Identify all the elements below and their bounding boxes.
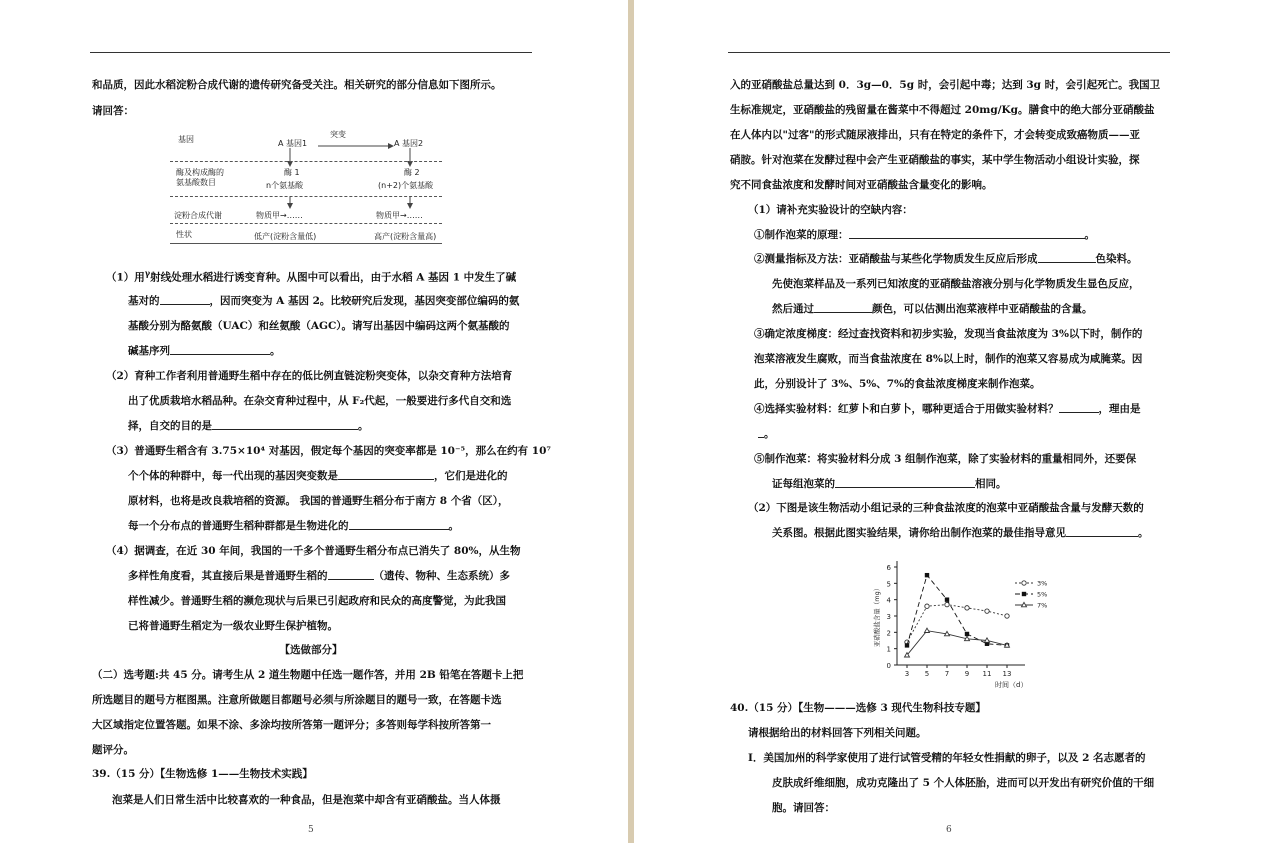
page-number: 6 [946,825,952,835]
nitrite-chart [865,553,1055,693]
row-label-metabolism: 淀粉合成代谢 [174,211,222,220]
data-point-7pct [1022,602,1027,606]
answer-blank[interactable] [328,569,374,580]
y-axis-label: 亚硝酸盐含量（mg） [873,584,881,648]
q2-line1: （2）育种工作者利用普通野生稻中存在的低比例直链淀粉突变体，以杂交育种方法培育 [106,370,513,382]
q3-text: ，它们是进化的 [434,470,508,482]
q1-text: 基对的 [128,295,160,307]
elective-line: （二）选考题:共 45 分。请考生从 2 道生物题中任选一题作答，并用 2B 铅笔在答题卡上把 [92,669,524,681]
q3-text: 个个体的种群中，每一代出现的基因突变数是 [128,470,338,482]
q39-title: 39.（15 分）【生物选修 1——生物技术实践】 [92,768,313,780]
y-tick-label: 5 [886,580,891,589]
x-tick-label: 13 [1002,670,1012,678]
part2-line1: （2）下图是该生物活动小组记录的三种食盐浓度的泡菜中亚硝酸盐含量与发酵天数的 [748,502,1144,514]
divider [170,196,442,197]
y-tick-label: 0 [886,662,891,670]
step2-text: 色染料。 [1095,253,1138,265]
y-tick-label: 3 [886,613,891,621]
step1-text: ①制作泡菜的原理： [754,229,849,241]
q40-intro: 请根据给出的材料回答下列相关问题。 [748,727,927,739]
elective-line: 题评分。 [92,744,134,756]
text-line: 和品质，因此水稻淀粉合成代谢的遗传研究备受关注。相关研究的部分信息如下图所示。 [92,79,502,91]
data-point-3pct [985,609,989,613]
step2-line3 [772,302,1093,316]
data-point-7pct [925,628,930,632]
q4-text: 多样性角度看，其直接后果是普通野生稻的 [128,570,328,582]
down-arrow [286,148,294,168]
elective-line: 大区域指定位置答题。如果不涂、多涂均按所答第一题评分；多答则每学科按所答第一 [92,719,491,731]
legend-label: 3% [1037,579,1048,588]
legend-label: 7% [1037,601,1048,610]
q3-line1: （3）普通野生稻含有 3.75×10⁴ 对基因，假定每个基因的突变率都是 10⁻⁵，那么在约有 10⁷ [106,445,551,457]
x-tick-label: 9 [964,670,970,678]
step4-line2 [758,427,775,441]
section-title: 【选做部分】 [279,644,343,656]
answer-blank[interactable] [1066,526,1138,537]
q2-line2: 出了优质栽培水稻品种。在杂交育种过程中，从 F₂代起，一般要进行多代自交和选 [128,395,512,407]
page-5 [0,0,628,843]
page-number: 5 [308,825,314,835]
step2-text: 颜色，可以估测出泡菜液样中亚硝酸盐的含量。 [872,303,1093,315]
enzyme2-label: 酶 2 [404,168,420,177]
text-line: 硝胺。针对泡菜在发酵过程中会产生亚硝酸盐的事实，某中学生物活动小组设计实验，探 [730,154,1140,166]
q3-text: 。 [448,520,459,532]
trait1: 低产(淀粉含量低) [254,232,317,241]
q1-line4 [128,344,281,358]
gene1-label: A 基因1 [278,139,308,148]
data-point-7pct [985,638,990,642]
q3-line2 [128,469,508,483]
x-tick-label: 7 [944,670,950,678]
q2-line3 [128,419,369,433]
q4-line1: （4）据调查，在近 30 年间，我国的一千多个普通野生稻分布点已消失了 80%，从生物 [106,545,521,557]
y-tick-label: 1 [886,645,891,654]
answer-blank[interactable] [835,477,975,488]
q1-text: 碱基序列 [128,345,170,357]
q1-line2 [128,294,519,308]
part1-title: （1）请补充实验设计的空缺内容： [748,204,913,216]
divider [170,223,442,224]
q4-text: （遗传、物种、生态系统）多 [373,570,510,582]
part2-text: 关系图。根据此图实验结果，请你给出制作泡菜的最佳指导意见 [772,527,1066,539]
step4-line1 [754,402,1141,416]
answer-blank[interactable] [160,294,210,305]
step2-text: 然后通过 [772,303,814,315]
step2-line1 [754,252,1138,266]
x-tick-label: 5 [924,670,930,678]
data-point-7pct [945,631,950,635]
step3-line1: ③确定浓度梯度：经过查找资料和初步实验，发现当食盐浓度为 3%以下时，制作的 [754,328,1143,340]
y-tick-label: 2 [886,629,891,638]
enzyme2-aa: (n+2)个氨基酸 [378,181,434,190]
part2-text: 。 [1138,527,1149,539]
series-line-2 [907,631,1007,656]
mutation-label: 突变 [330,130,346,139]
row-label-enzyme: 酶及构成酶的 [176,168,224,177]
data-point-5pct [1022,592,1026,596]
q2-text: 择，自交的目的是 [128,420,212,432]
data-point-5pct [905,643,909,647]
q1-text: （1）用 [106,271,145,284]
y-tick-label: 4 [886,596,891,605]
step4-text: ④选择实验材料：红萝卜和白萝卜，哪种更适合于用做实验材料？ [754,403,1059,415]
step3-line2: 泡菜溶液发生腐败，而当食盐浓度在 8%以上时，制作的泡菜又容易成为咸腌菜。因 [754,353,1143,365]
series-line-1 [907,575,1007,645]
elective-line: 所选题目的题号方框图黑。注意所做题目都题号必须与所涂题目的题号一致，在答题卡选 [92,694,502,706]
q40-item1-line2: 皮肤成纤维细胞，成功克隆出了 5 个人体胚胎，进而可以开发出有研究价值的干细 [772,777,1155,789]
step5-text: 证每组泡菜的 [772,478,835,490]
data-point-3pct [925,604,929,608]
gamma-symbol: γ [144,268,151,278]
q40-item1-line1: Ⅰ．美国加州的科学家使用了进行试管受精的年轻女性捐献的卵子，以及 2 名志愿者的 [748,752,1146,764]
answer-blank[interactable] [212,419,358,430]
step1-text: 。 [1084,229,1095,241]
divider [170,161,442,162]
answer-blank[interactable] [349,519,449,530]
step1 [754,228,1095,242]
answer-blank[interactable] [1059,402,1099,413]
data-point-5pct [925,573,929,577]
legend-label: 5% [1037,590,1048,599]
data-point-7pct [965,636,970,640]
q40-item1-line3: 胞。请回答： [772,802,835,814]
down-arrow [286,196,294,210]
gene-diagram [170,130,450,246]
header-rule [90,52,532,53]
answer-blank[interactable] [814,302,872,313]
mutation-arrow [318,142,394,150]
trait2: 高产(淀粉含量高) [374,232,437,241]
step3-line3: 此，分别设计了 3%、5%、7%的食盐浓度梯度来制作泡菜。 [754,378,1041,390]
text-line: 究不同食盐浓度和发酵时间对亚硝酸盐含量变化的影响。 [730,179,993,191]
metab2: 物质甲→…… [376,211,423,220]
gene2-label: A 基因2 [394,139,424,148]
down-arrow [406,196,414,210]
data-point-5pct [945,597,949,601]
text-line: 在人体内以"过客"的形式随尿液排出，只有在特定的条件下，才会转变成致癌物质——亚 [730,129,1140,141]
q40-title: 40.（15 分）【生物———选修 3 现代生物科技专题】 [730,702,986,714]
q4-line3: 样性减少。普通野生稻的濒危现状与后果已引起政府和民众的高度警觉，为此我国 [128,595,506,607]
answer-blank[interactable] [338,469,434,480]
answer-blank[interactable] [1038,252,1096,263]
text-line: 生标准规定，亚硝酸盐的残留量在酱菜中不得超过 20mg/Kg。膳食中的绝大部分亚硝酸盐 [730,104,1155,116]
q2-text: 。 [358,420,369,432]
x-tick-label: 3 [904,670,910,678]
text-line: 请回答： [92,105,134,117]
step2-text: ②测量指标及方法：亚硝酸盐与某些化学物质发生反应后形成 [754,253,1038,265]
answer-blank[interactable] [849,228,1085,239]
q39-intro: 泡菜是人们日常生活中比较喜欢的一种食品，但是泡菜中却含有亚硝酸盐。当人体摄 [112,794,501,806]
part2-line2 [772,526,1149,540]
q1-text: 射线处理水稻进行诱变育种。从图中可以看出，由于水稻 A 基因 1 中发生了碱 [150,271,517,284]
q3-text: 每一个分布点的普通野生稻种群都是生物进化的 [128,520,349,532]
text-line: 入的亚硝酸盐总量达到 0．3g—0．5g 时，会引起中毒；达到 3g 时，会引起死亡。我国卫 [730,79,1161,91]
x-tick-label: 11 [982,670,992,678]
data-point-3pct [1022,581,1026,585]
header-rule [728,52,1170,53]
q4-line4: 已将普通野生稻定为一级农业野生保护植物。 [128,620,338,632]
q3-line3: 原材料，也将是改良栽培稻的资源。 我国的普通野生稻分布于南方 8 个省（区）， [128,495,509,507]
y-tick-label: 6 [886,564,891,572]
data-point-3pct [1005,614,1009,618]
divider [170,243,442,244]
answer-blank[interactable] [170,344,270,355]
step5-line1: ⑤制作泡菜：将实验材料分成 3 组制作泡菜，除了实验材料的重量相同外，还要保 [754,453,1137,465]
enzyme1-label: 酶 1 [284,168,300,177]
q3-line4 [128,519,459,533]
enzyme1-aa: n个氨基酸 [266,181,304,190]
q1-text: 。 [270,345,281,357]
row-label-aa: 氨基酸数目 [176,178,216,187]
x-axis-label: 时间（d） [995,681,1028,689]
step5-line2 [772,477,1007,491]
step4-text: ，理由是 [1098,403,1141,415]
down-arrow [406,148,414,168]
q1-text: ，因而突变为 A 基因 2。比较研究后发现，基因突变部位编码的氨 [209,295,520,307]
step4-text: 。 [764,428,775,440]
data-point-3pct [965,606,969,610]
step2-line2: 先使泡菜样品及一系列已知浓度的亚硝酸盐溶液分别与化学物质发生显色反应， [772,278,1140,290]
q4-line2 [128,569,510,583]
step5-text: 相同。 [975,478,1007,490]
row-label-trait: 性状 [176,230,192,239]
metab1: 物质甲→…… [256,211,303,220]
q1-line3: 基酸分别为酪氨酸（UAC）和丝氨酸（AGC）。请写出基因中编码这两个氨基酸的 [128,320,510,332]
q1-line1 [106,266,516,285]
row-label-gene: 基因 [178,135,194,144]
page-6 [634,0,1264,843]
